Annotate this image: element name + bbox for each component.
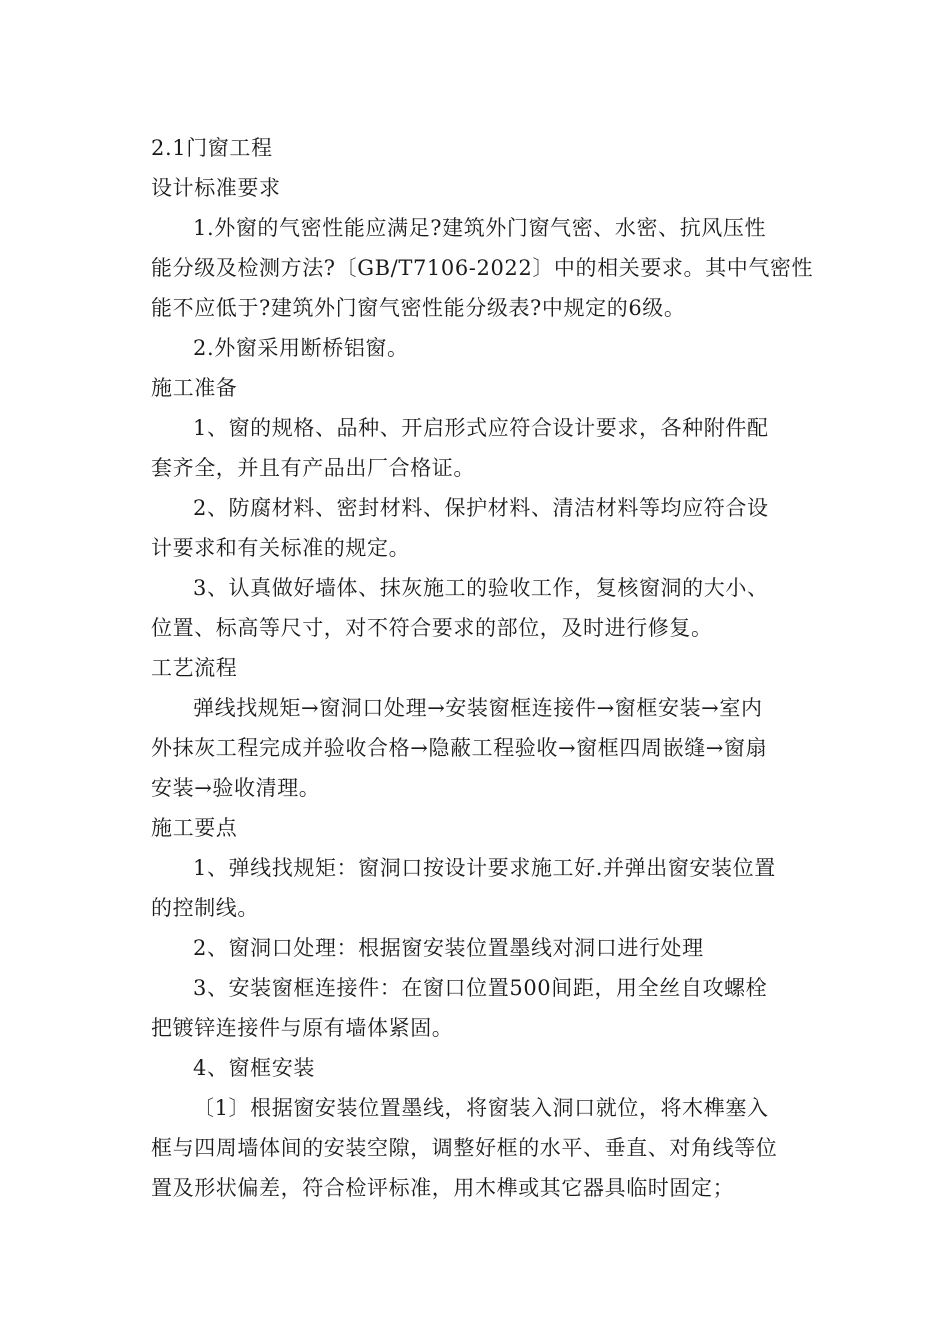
paragraph-line: 3、安装窗框连接件：在窗口位置500间距，用全丝自攻螺栓: [193, 976, 768, 1000]
paragraph-line: 的控制线。: [151, 896, 259, 920]
paragraph-line: 1、弹线找规矩：窗洞口按设计要求施工好.并弹出窗安装位置: [193, 856, 776, 880]
paragraph-line: 计要求和有关标准的规定。: [151, 536, 411, 560]
paragraph-line: 1、窗的规格、品种、开启形式应符合设计要求，各种附件配: [193, 416, 769, 440]
document-page: [151, 128, 814, 1208]
paragraph-line: 能分级及检测方法?〔GB/T7106-2022〕中的相关要求。其中气密性: [151, 256, 814, 280]
points-heading: 施工要点: [151, 816, 238, 840]
paragraph-line: 外抹灰工程完成并验收合格→隐蔽工程验收→窗框四周嵌缝→窗扇: [151, 736, 768, 760]
design-heading: 设计标准要求: [151, 176, 281, 200]
paragraph-line: 置及形状偏差，符合检评标准，用木榫或其它器具临时固定；: [151, 1176, 735, 1200]
prep-heading: 施工准备: [151, 376, 238, 400]
section-title: 2.1门窗工程: [151, 136, 273, 160]
paragraph-line: 套齐全，并且有产品出厂合格证。: [151, 456, 475, 480]
paragraph-line: 1.外窗的气密性能应满足?建筑外门窗气密、水密、抗风压性: [193, 216, 767, 240]
paragraph-line: 3、认真做好墙体、抹灰施工的验收工作，复核窗洞的大小、: [193, 576, 769, 600]
paragraph-line: 〔1〕根据窗安装位置墨线，将窗装入洞口就位，将木榫塞入: [193, 1096, 769, 1120]
flow-heading: 工艺流程: [151, 656, 238, 680]
paragraph-line: 框与四周墙体间的安装空隙，调整好框的水平、垂直、对角线等位: [151, 1136, 778, 1160]
paragraph-line: 2.外窗采用断桥铝窗。: [193, 336, 409, 360]
paragraph-line: 弹线找规矩→窗洞口处理→安装窗框连接件→窗框安装→室内: [193, 696, 763, 720]
paragraph-line: 能不应低于?建筑外门窗气密性能分级表?中规定的6级。: [151, 296, 686, 320]
paragraph-line: 位置、标高等尺寸，对不符合要求的部位，及时进行修复。: [151, 616, 713, 640]
paragraph-line: 4、窗框安装: [193, 1056, 315, 1080]
paragraph-line: 安装→验收清理。: [151, 776, 321, 800]
paragraph-line: 2、窗洞口处理：根据窗安装位置墨线对洞口进行处理: [193, 936, 704, 960]
paragraph-line: 2、防腐材料、密封材料、保护材料、清洁材料等均应符合设: [193, 496, 769, 520]
paragraph-line: 把镀锌连接件与原有墙体紧固。: [151, 1016, 454, 1040]
